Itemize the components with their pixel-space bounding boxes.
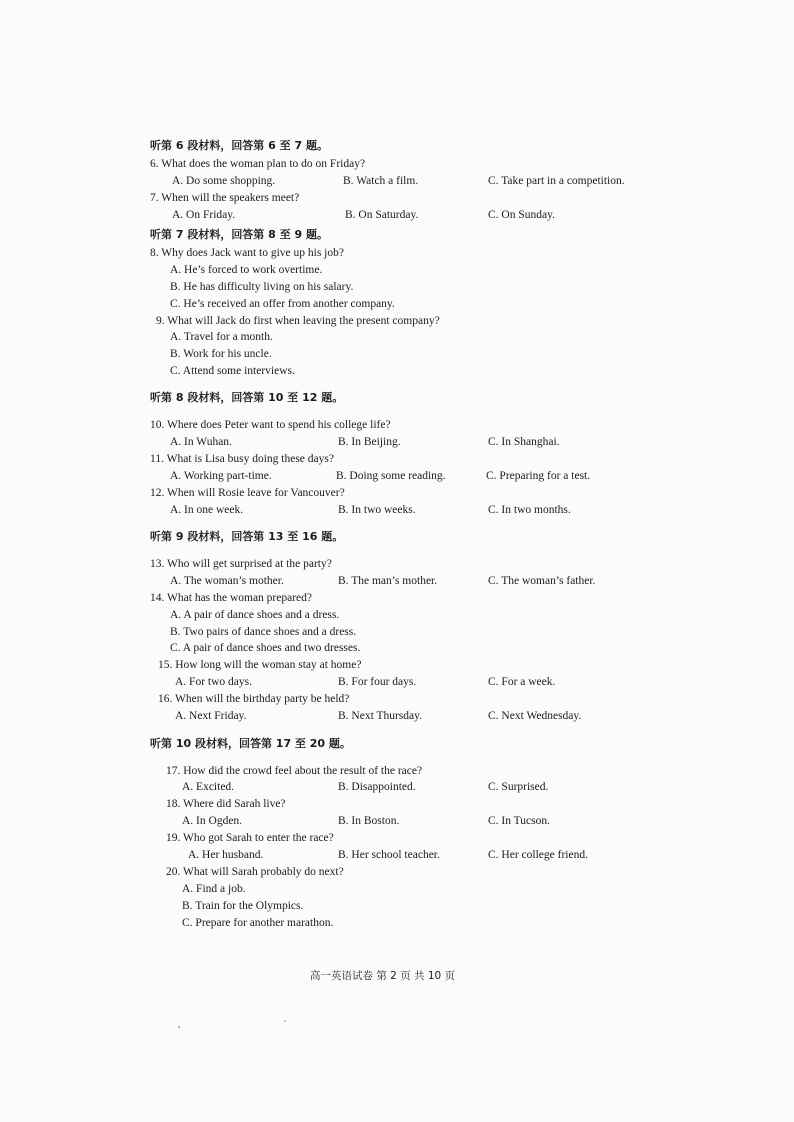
question-20-option-c: C. Prepare for another marathon. xyxy=(182,917,334,929)
question-6-option-a: A. Do some shopping. xyxy=(172,175,276,187)
question-7-option-a: A. On Friday. xyxy=(172,209,236,221)
question-7-option-b: B. On Saturday. xyxy=(345,209,419,221)
question-10-option-a: A. In Wuhan. xyxy=(170,436,232,448)
question-10-option-c: C. In Shanghai. xyxy=(488,436,560,448)
section-heading-10: 听第 10 段材料，回答第 17 至 20 题。 xyxy=(150,737,351,750)
question-6-option-b: B. Watch a film. xyxy=(343,175,419,187)
question-16-option-b: B. Next Thursday. xyxy=(338,710,423,722)
question-17-stem: 17. How did the crowd feel about the result of the race? xyxy=(166,765,423,777)
question-19-option-a: A. Her husband. xyxy=(188,849,264,861)
question-16-stem: 16. When will the birthday party be held? xyxy=(158,693,350,705)
question-14-stem: 14. What has the woman prepared? xyxy=(150,592,313,604)
question-11-option-c: C. Preparing for a test. xyxy=(486,470,591,482)
question-8-stem: 8. Why does Jack want to give up his job? xyxy=(150,247,344,259)
scan-speck xyxy=(284,1020,286,1022)
question-13-option-c: C. The woman’s father. xyxy=(488,575,596,587)
question-9-stem: 9. What will Jack do first when leaving the present company? xyxy=(156,315,440,327)
question-17-option-a: A. Excited. xyxy=(182,781,235,793)
question-16-option-a: A. Next Friday. xyxy=(175,710,247,722)
question-12-option-b: B. In two weeks. xyxy=(338,504,416,516)
question-6-stem: 6. What does the woman plan to do on Friday? xyxy=(150,158,366,170)
question-17-option-b: B. Disappointed. xyxy=(338,781,416,793)
question-8-option-c: C. He’s received an offer from another company. xyxy=(170,298,395,310)
question-6-option-c: C. Take part in a competition. xyxy=(488,175,625,187)
question-19-stem: 19. Who got Sarah to enter the race? xyxy=(166,832,334,844)
page-footer: 高一英语试卷 第 2 页 共 10 页 xyxy=(310,970,456,982)
question-18-option-a: A. In Ogden. xyxy=(182,815,243,827)
question-15-option-a: A. For two days. xyxy=(175,676,252,688)
question-19-option-c: C. Her college friend. xyxy=(488,849,588,861)
question-9-option-a: A. Travel for a month. xyxy=(170,331,273,343)
section-heading-8: 听第 8 段材料，回答第 10 至 12 题。 xyxy=(150,391,344,404)
question-18-option-b: B. In Boston. xyxy=(338,815,400,827)
question-19-option-b: B. Her school teacher. xyxy=(338,849,440,861)
question-14-option-b: B. Two pairs of dance shoes and a dress. xyxy=(170,626,357,638)
question-15-option-c: C. For a week. xyxy=(488,676,556,688)
question-11-stem: 11. What is Lisa busy doing these days? xyxy=(150,453,334,465)
question-9-option-b: B. Work for his uncle. xyxy=(170,348,272,360)
question-8-option-a: A. He’s forced to work overtime. xyxy=(170,264,323,276)
question-10-option-b: B. In Beijing. xyxy=(338,436,401,448)
question-18-stem: 18. Where did Sarah live? xyxy=(166,798,286,810)
question-16-option-c: C. Next Wednesday. xyxy=(488,710,582,722)
question-11-option-a: A. Working part-time. xyxy=(170,470,272,482)
section-heading-6: 听第 6 段材料，回答第 6 至 7 题。 xyxy=(150,139,328,152)
question-14-option-c: C. A pair of dance shoes and two dresses. xyxy=(170,642,361,654)
question-8-option-b: B. He has difficulty living on his salary. xyxy=(170,281,354,293)
section-heading-9: 听第 9 段材料，回答第 13 至 16 题。 xyxy=(150,530,344,543)
section-heading-7: 听第 7 段材料，回答第 8 至 9 题。 xyxy=(150,228,328,241)
question-11-option-b: B. Doing some reading. xyxy=(336,470,446,482)
question-13-option-b: B. The man’s mother. xyxy=(338,575,438,587)
question-13-stem: 13. Who will get surprised at the party? xyxy=(150,558,332,570)
question-15-option-b: B. For four days. xyxy=(338,676,417,688)
question-12-option-c: C. In two months. xyxy=(488,504,571,516)
question-14-option-a: A. A pair of dance shoes and a dress. xyxy=(170,609,340,621)
question-9-option-c: C. Attend some interviews. xyxy=(170,365,295,377)
question-17-option-c: C. Surprised. xyxy=(488,781,549,793)
question-12-stem: 12. When will Rosie leave for Vancouver? xyxy=(150,487,345,499)
question-18-option-c: C. In Tucson. xyxy=(488,815,550,827)
scan-speck xyxy=(178,1026,180,1028)
question-7-option-c: C. On Sunday. xyxy=(488,209,555,221)
question-20-option-b: B. Train for the Olympics. xyxy=(182,900,304,912)
question-20-option-a: A. Find a job. xyxy=(182,883,246,895)
question-12-option-a: A. In one week. xyxy=(170,504,244,516)
question-7-stem: 7. When will the speakers meet? xyxy=(150,192,300,204)
question-20-stem: 20. What will Sarah probably do next? xyxy=(166,866,344,878)
question-10-stem: 10. Where does Peter want to spend his college life? xyxy=(150,419,391,431)
question-13-option-a: A. The woman’s mother. xyxy=(170,575,284,587)
question-15-stem: 15. How long will the woman stay at home? xyxy=(158,659,362,671)
